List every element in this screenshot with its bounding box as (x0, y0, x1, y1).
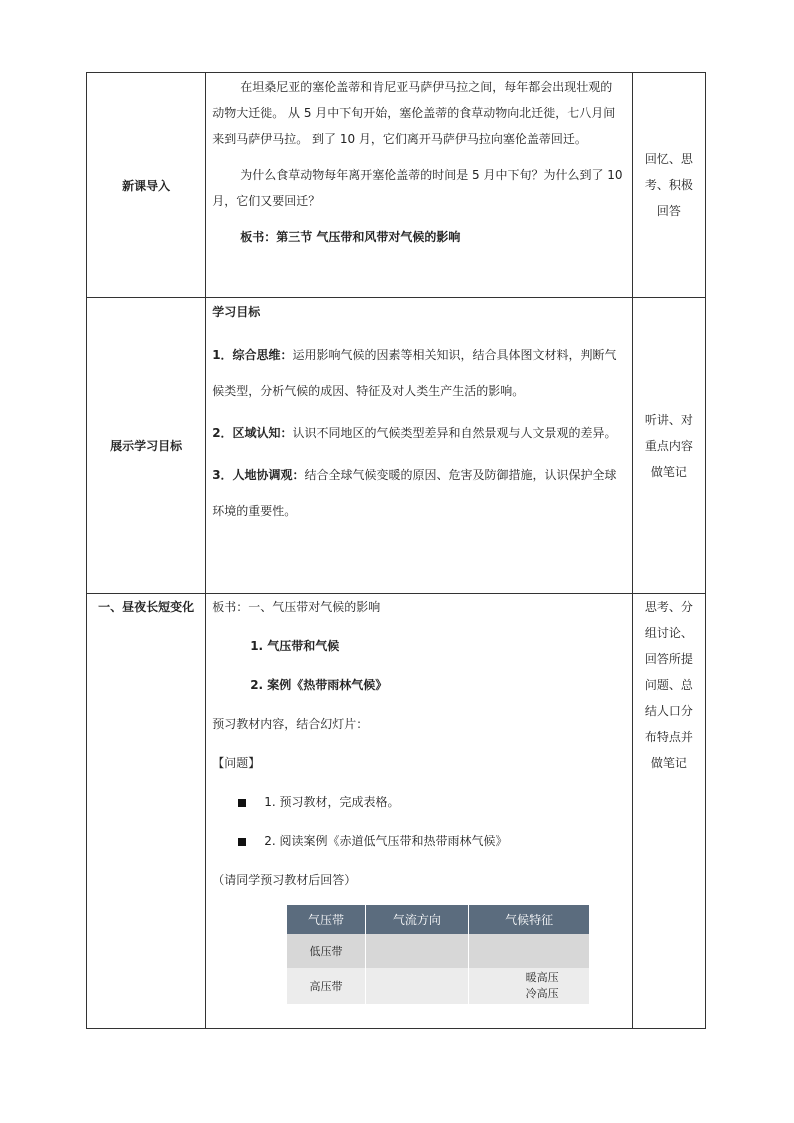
goals-heading: 学习目标 (212, 305, 261, 319)
table-cell: 低压带 (287, 934, 365, 968)
row2-content-cell (206, 298, 633, 594)
table-header-cell: 气压带 (287, 905, 365, 934)
stacked-text: 暖高压 (525, 971, 559, 984)
row2-side-line: 重点内容 (644, 438, 693, 453)
bullet-text: 2. 阅读案例《赤道低气压带和热带雨林气候》 (264, 834, 508, 848)
row3-label: 一、昼夜长短变化 (98, 600, 195, 614)
board-title: 板书：第三节 气压带和风带对气候的影响 (240, 230, 461, 244)
row2-label: 展示学习目标 (110, 439, 183, 453)
table-row (287, 934, 589, 968)
row2-label-cell (87, 298, 206, 594)
bullet-item (212, 789, 626, 815)
row1-side-line: 回忆、思 (644, 152, 693, 166)
table-cell (469, 934, 590, 968)
preview-instruction: 预习教材内容，结合幻灯片： (212, 717, 369, 731)
row3-side-cell (632, 594, 705, 1029)
table-cell (365, 934, 468, 968)
bullet-text: 1. 预习教材，完成表格。 (264, 795, 400, 809)
goal-item (212, 337, 626, 409)
row1-side-line: 回答 (656, 204, 681, 218)
row3-side-line: 结人口分 (644, 704, 693, 718)
table-cell: 高压带 (287, 968, 365, 1004)
row-day-night (87, 594, 706, 1029)
goal-text: 认识不同地区的气候类型差异和自然景观与人文景观的差异。 (292, 426, 617, 440)
table-header-cell: 气候特征 (469, 905, 590, 934)
bullet-item (212, 828, 626, 854)
row3-side-line: 布特点并 (644, 730, 693, 744)
row2-side-line: 做笔记 (650, 464, 687, 479)
row3-side-line: 思考、分 (644, 600, 693, 614)
goal-title: 3．人地协调观： (212, 468, 305, 482)
row3-side-line: 组讨论、 (644, 626, 693, 640)
table-header-cell: 气流方向 (365, 905, 468, 934)
table-row (287, 968, 589, 1004)
table-cell-stacked (469, 968, 590, 1004)
pressure-belt-table (287, 905, 589, 1004)
row2-side-cell (632, 298, 705, 594)
row3-side-line: 问题、总 (644, 678, 693, 692)
row1-side-line: 考、积极 (644, 178, 693, 192)
row3-side-line: 做笔记 (650, 756, 687, 770)
sub-heading-2: 2. 案例《热带雨林气候》 (250, 678, 388, 692)
question-paragraph: 为什么食草动物每年离开塞伦盖蒂的时间是 5 月中下旬？为什么到了 10 月，它们又要回迁？ (212, 168, 623, 208)
row-new-lesson (87, 73, 706, 298)
goal-title: 1．综合思维： (212, 348, 293, 362)
row3-label-cell (87, 594, 206, 1029)
table-header-row (287, 905, 589, 934)
table-cell (365, 968, 468, 1004)
goal-item (212, 415, 626, 451)
question-tag: 【问题】 (212, 756, 261, 770)
goal-title: 2．区域认知： (212, 426, 293, 440)
goal-text: 运用影响气候的因素等相关知识，结合具体图文材料，判断气候类型，分析气候的成因、特征及对人类生产生活的影响。 (212, 348, 617, 398)
square-bullet-icon (238, 838, 246, 846)
square-bullet-icon (238, 799, 246, 807)
goal-item (212, 457, 626, 529)
intro-paragraph: 在坦桑尼亚的塞伦盖蒂和肯尼亚马萨伊马拉之间，每年都会出现壮观的动物大迁徙。 从 5 月中下旬开始，塞伦盖蒂的食草动物向北迁徙，七八月间来到马萨伊马拉。 到了 10 月，它们离开马萨伊马拉向塞伦盖蒂回迁。 (212, 80, 616, 146)
answer-note: （请同学预习教材后回答） (212, 873, 357, 887)
board-section: 板书：一、气压带对气候的影响 (212, 600, 381, 614)
stacked-text: 冷高压 (525, 987, 559, 1000)
row1-label: 新课导入 (122, 178, 171, 193)
row3-side-line: 回答所提 (644, 652, 693, 666)
row1-content-cell (206, 73, 633, 298)
sub-heading-1: 1. 气压带和气候 (250, 639, 340, 653)
row3-content-cell (206, 594, 633, 1029)
goal-text: 结合全球气候变暖的原因、危害及防御措施，认识保护全球环境的重要性。 (212, 468, 617, 518)
lesson-plan-table (86, 72, 706, 1029)
row1-side-cell (632, 73, 705, 298)
row2-side-line: 听讲、对 (644, 412, 693, 427)
row-learning-goals (87, 298, 706, 594)
row1-label-cell (87, 73, 206, 298)
